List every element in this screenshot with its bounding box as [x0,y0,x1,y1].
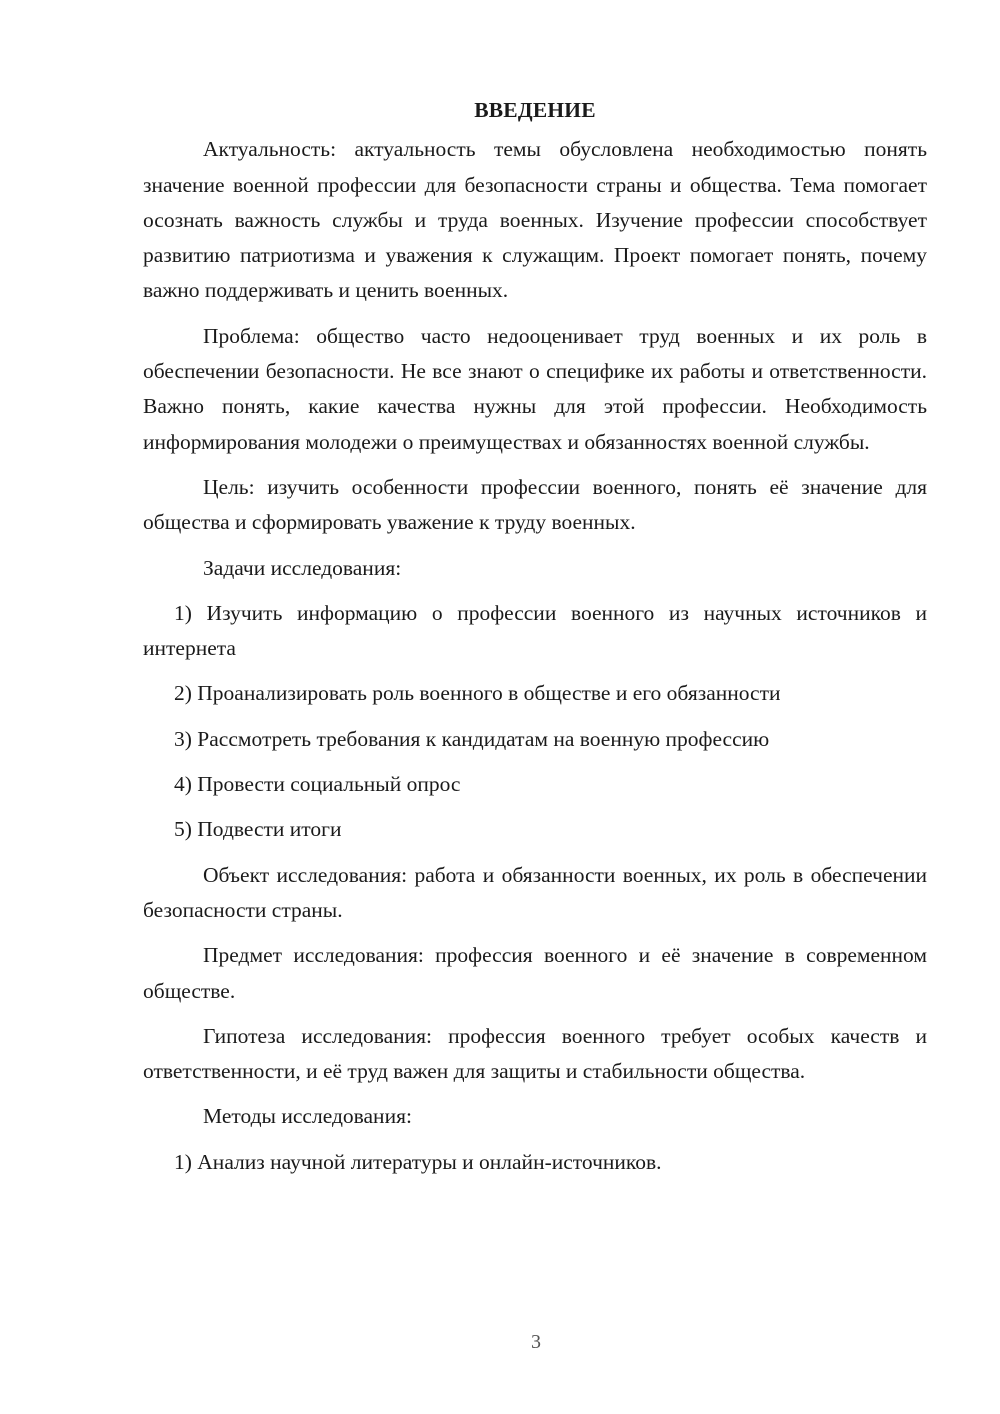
methods-heading: Методы исследования: [203,1104,412,1129]
task-item: 5) Подвести итоги [174,817,342,842]
relevance-paragraph: Актуальность: актуальность темы обусловлена необходимостью понять значение военной профессии для безопасности страны и общества. Тема помогает осознать важность службы и труда военных. Изучение профессии способствует развитию патриотизма и уважения к служащим. Проект помогает понять, почему важно поддерживать и ценить военных. [143,137,927,303]
hypothesis-paragraph: Гипотеза исследования: профессия военного требует особых качеств и ответственности, и её труд важен для защиты и стабильности общества. [143,1023,927,1084]
goal-paragraph: Цель: изучить особенности профессии военного, понять её значение для общества и сформировать уважение к труду военных. [143,474,927,535]
task-item: 4) Провести социальный опрос [174,772,461,797]
problem-paragraph: Проблема: общество часто недооценивает труд военных и их роль в обеспечении безопасности. Не все знают о специфике их работы и ответственности. Важно понять, какие качества нужны для этой профессии. Необходимость информирования молодежи о преимуществах и обязанностях военной службы. [143,323,927,454]
page-content [143,93,927,1190]
method-item: 1) Анализ научной литературы и онлайн-источников. [174,1149,662,1174]
page-number: 3 [531,1331,541,1353]
task-item: 2) Проанализировать роль военного в обществе и его обязанности [174,681,781,706]
task-item: 1) Изучить информацию о профессии военного из научных источников и интернета [143,600,927,661]
object-paragraph: Объект исследования: работа и обязанности военных, их роль в обеспечении безопасности страны. [143,862,927,922]
tasks-heading: Задачи исследования: [203,555,402,580]
task-item: 3) Рассмотреть требования к кандидатам на военную профессию [174,726,770,751]
section-heading: ВВЕДЕНИЕ [474,98,596,122]
subject-paragraph: Предмет исследования: профессия военного и её значение в современном обществе. [143,943,927,1003]
